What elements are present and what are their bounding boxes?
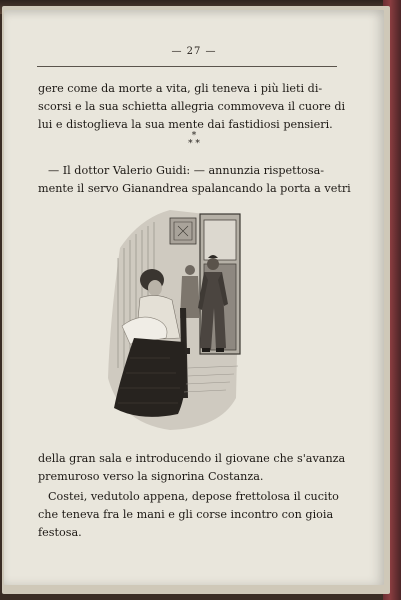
engraving-woman-sewing-gentleman-at-door-icon bbox=[108, 210, 240, 430]
engraving-illustration bbox=[100, 208, 244, 433]
text-line: — Il dottor Valerio Guidi: — annunzia rispettosa- bbox=[48, 164, 325, 177]
paragraph-4 bbox=[38, 488, 338, 542]
asterism-top: * bbox=[191, 131, 197, 141]
text-line: lui e distoglieva la sua mente dai fastidiosi pensieri. bbox=[38, 118, 333, 131]
paragraph-2 bbox=[38, 162, 351, 198]
book-page bbox=[4, 10, 384, 585]
text-line: gere come da morte a vita, gli teneva i più lieti di- bbox=[38, 82, 323, 95]
text-line: premuroso verso la signorina Costanza. bbox=[38, 470, 264, 483]
text-line: Costei, vedutolo appena, depose frettolosa il cucito bbox=[48, 490, 339, 503]
text-line: scorsi e la sua schietta allegria commoveva il cuore di bbox=[38, 100, 346, 113]
text-line: festosa. bbox=[38, 526, 82, 539]
text-line: che teneva fra le mani e gli corse incontro con gioia bbox=[38, 508, 334, 521]
page-number: — 27 — bbox=[171, 46, 217, 57]
section-separator bbox=[4, 132, 384, 148]
header-rule bbox=[37, 66, 337, 67]
text-line: mente il servo Gianandrea spalancando la porta a vetri bbox=[38, 182, 351, 195]
paragraph-3 bbox=[38, 450, 346, 486]
asterism-bottom: * * bbox=[188, 139, 200, 149]
text-line: della gran sala e introducendo il giovane che s'avanza bbox=[38, 452, 346, 465]
paragraph-1 bbox=[38, 80, 346, 134]
